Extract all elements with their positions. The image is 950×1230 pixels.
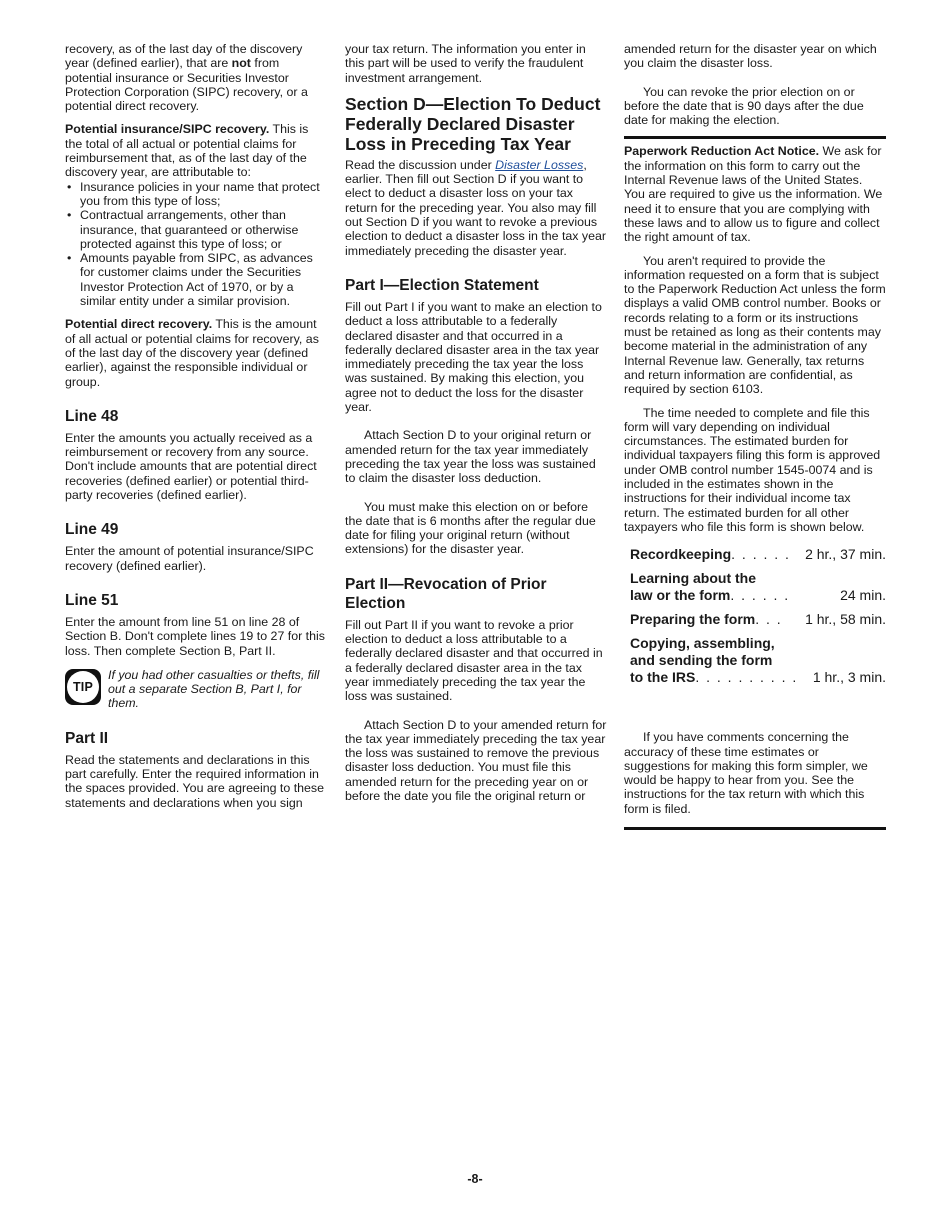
burden-label	[630, 546, 805, 563]
paragraph-part-i-3: You must make this election on or before the date that is 6 months after the regular due date for filing your original return (without extensions) for the disaster year.	[345, 499, 596, 557]
tip-box	[65, 668, 327, 711]
text: Read the discussion under	[345, 157, 496, 172]
burden-table	[630, 546, 886, 686]
disaster-losses-link[interactable]: Disaster Losses	[495, 157, 584, 172]
section-divider	[624, 136, 886, 139]
notice-title: Paperwork Reduction Act Notice.	[624, 144, 820, 159]
emphasis: not	[231, 56, 251, 71]
leader-dots: . . .	[755, 611, 783, 628]
term-title: Potential direct recovery.	[65, 317, 213, 332]
text: from potential insurance or Securities Investor Protection Corporation (SIPC) recovery, or a potential direct recovery.	[65, 56, 308, 114]
bullet-list	[65, 180, 327, 309]
text: to the IRS	[630, 669, 696, 686]
text: , earlier. Then fill out Section D if you want to elect to deduct a disaster loss on your tax return for the preceding year. You also may fill out Section D if you want to revoke a previous election to deduct a disaster loss in the tax year immediately preceding the disaster year.	[345, 157, 607, 258]
paragraph-part-ii-2: Attach Section D to your amended return for the tax year immediately preceding the tax year the loss was sustained to remove the previous disaster loss deduction. You must file this amended return for the preceding year on or before the date you file the original return or	[345, 717, 607, 803]
tip-icon	[65, 669, 101, 705]
tip-text: If you had other casualties or thefts, fill out a separate Section B, Part I, for them.	[108, 667, 320, 711]
text: Preparing the form	[630, 611, 756, 628]
burden-label	[630, 611, 805, 628]
paragraph-recovery	[65, 42, 327, 113]
leader-dots: . . . . . .	[730, 587, 790, 604]
column-left	[65, 42, 327, 819]
burden-value: 24 min.	[840, 587, 886, 604]
paragraph-line-51: Enter the amount from line 51 on line 28 of Section B. Don't complete lines 19 to 27 for this loss. Then complete Section B, Part II.	[65, 614, 325, 658]
paragraph-paperwork-notice	[624, 144, 886, 244]
paragraph-line-48: Enter the amounts you actually received as a reimbursement or recovery from any source. Don't include amounts that are potential direct recoveries (defined earlier) or potential third-party recoveries (defined earlier).	[65, 430, 317, 503]
page-number: -8-	[467, 1172, 483, 1186]
text: Recordkeeping	[630, 546, 732, 563]
paragraph-part-ii-1: Fill out Part II if you want to revoke a prior election to deduct a loss attributable to a federally declared disaster and that occurred in a federally declared disaster area in the tax year immediately preceding the tax year the loss was sustained.	[345, 617, 603, 704]
burden-label	[630, 635, 813, 686]
paragraph-insurance-sipc	[65, 122, 327, 179]
text: Learning about the	[630, 570, 756, 587]
column-right	[624, 42, 886, 830]
leader-dots: . . . . . . . . . .	[695, 669, 798, 686]
heading-part-ii-revocation: Part II—Revocation of Prior Election	[345, 575, 547, 612]
burden-value: 1 hr., 3 min.	[812, 669, 886, 686]
text: This is the total of all actual or potential claims for reimbursement that, as of the last day of the discovery year, are attributable to:	[65, 122, 309, 180]
heading-line-48: Line 48	[65, 407, 119, 425]
burden-value: 2 hr., 37 min.	[805, 546, 886, 563]
paragraph-part-ii: Read the statements and declarations in this part carefully. Enter the required information in the spaces provided. You are agreeing to these statements and declarations when you sign	[65, 752, 325, 810]
list-item: • Amounts payable from SIPC, as advances for customer claims under the Securities Investor Protection Act of 1970, or by a similar entity under a similar provision.	[65, 251, 327, 308]
paragraph-part-i-1: Fill out Part I if you want to make an election to deduct a loss attributable to a federally declared disaster and that occurred in a federally declared disaster area in the tax year immediately preceding the tax year the loss was sustained. By making this election, you agree not to deduct the loss for the disaster year.	[345, 299, 602, 415]
text: This is the amount of all actual or potential claims for recovery, as of the last day of the discovery year (defined earlier), against the responsible individual or group.	[65, 317, 319, 389]
burden-row	[630, 611, 886, 628]
burden-label	[630, 570, 840, 604]
text: law or the form	[630, 587, 731, 604]
paragraph-section-d	[345, 158, 607, 258]
heading-line-49: Line 49	[65, 521, 119, 539]
paragraph-verify: your tax return. The information you enter in this part will be used to verify the fraudulent investment arrangement.	[345, 42, 586, 85]
list-item: • Insurance policies in your name that protect you from this type of loss;	[65, 180, 327, 209]
heading-line-51: Line 51	[65, 591, 119, 609]
section-divider	[624, 827, 886, 830]
paragraph-amended: amended return for the disaster year on which you claim the disaster loss.	[624, 42, 877, 71]
burden-row	[630, 570, 886, 604]
paragraph-time-needed: The time needed to complete and file this form will vary depending on individual circumstances. The estimated burden for individual taxpayers filing this form is approved under OMB control number 1545-0074 and is included in the estimates shown in the instructions for their individual income tax return. The estimated burden for all other taxpayers who file this form is shown below.	[624, 405, 881, 534]
text: recovery, as of the last day of the discovery year (defined earlier), that are	[65, 42, 303, 71]
text: and sending the form	[630, 652, 773, 669]
heading-part-ii: Part II	[65, 729, 109, 747]
tip-label: TIP	[72, 679, 94, 694]
leader-dots: . . . . . .	[731, 546, 791, 563]
paragraph-direct-recovery	[65, 317, 327, 388]
list-item: • Contractual arrangements, other than insurance, that guaranteed or otherwise protected against this type of loss; or	[65, 208, 327, 251]
column-middle	[345, 42, 607, 812]
burden-row	[630, 546, 886, 563]
burden-value: 1 hr., 58 min.	[805, 611, 886, 628]
burden-row	[630, 635, 886, 686]
heading-section-d: Section D—Election To Deduct Federally Declared Disaster Loss in Preceding Tax Year	[345, 93, 601, 154]
paragraph-part-i-2: Attach Section D to your original return or amended return for the tax year immediately preceding the tax year the loss was sustained to claim the disaster loss deduction.	[345, 428, 596, 486]
paragraph-comments: If you have comments concerning the accuracy of these time estimates or suggestions for making this form simpler, we would be happy to hear from you. See the instructions for the tax return with which this form is filed.	[624, 730, 868, 816]
paragraph-line-49: Enter the amount of potential insurance/SIPC recovery (defined earlier).	[65, 544, 314, 573]
term-title: Potential insurance/SIPC recovery.	[65, 122, 270, 137]
paragraph-revoke: You can revoke the prior election on or before the date that is 90 days after the due date for making the election.	[624, 84, 864, 128]
text: Copying, assembling,	[630, 635, 775, 652]
heading-part-i-election: Part I—Election Statement	[345, 276, 539, 294]
text: We ask for the information on this form to carry out the Internal Revenue laws of the United States. You are required to give us the information. We need it to ensure that you are complying with these laws and to allow us to figure and collect the right amount of tax.	[624, 144, 883, 245]
paragraph-omb: You aren't required to provide the information requested on a form that is subject to the Paperwork Reduction Act unless the form displays a valid OMB control number. Books or records relating to a form or its instructions must be retained as long as their contents may become material in the administration of any Internal Revenue law. Generally, tax returns and return information are confidential, as required by section 6103.	[624, 253, 886, 397]
